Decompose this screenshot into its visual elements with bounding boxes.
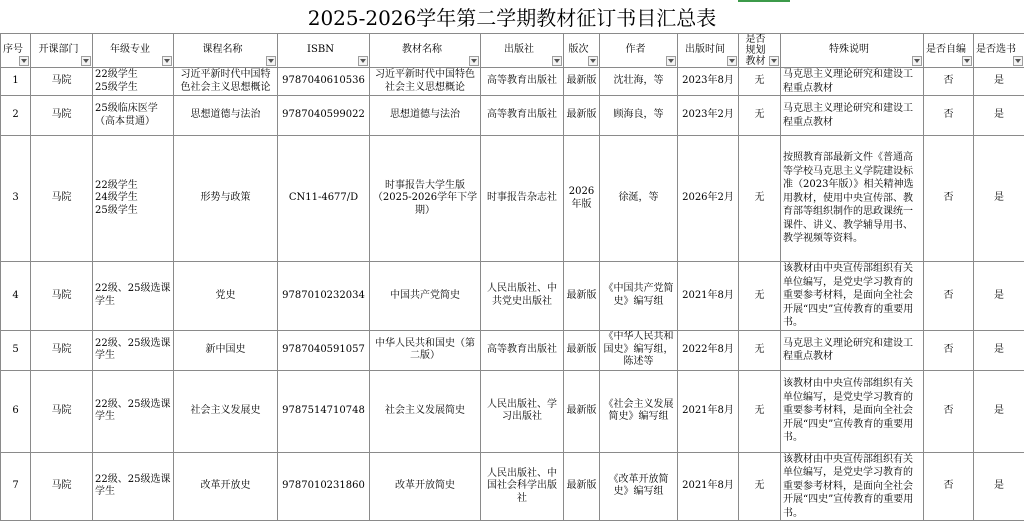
col-header-date[interactable] [678,34,739,68]
cell-no[interactable]: 5 [1,330,31,370]
cell-author[interactable]: 顾海良，等 [600,96,678,136]
cell-author[interactable]: 徐涎，等 [600,136,678,262]
cell-note[interactable]: 马克思主义理论研究和建设工程重点教材 [781,330,924,370]
cell-author[interactable]: 沈壮海，等 [600,68,678,96]
col-header-edition[interactable] [564,34,600,68]
cell-note[interactable]: 该教材由中央宣传部组织有关单位编写，是党史学习教育的重要参考材料，是面向全社会开展“四史”宣传教育的重要用书。 [781,370,924,452]
cell-course[interactable]: 社会主义发展史 [174,370,278,452]
cell-grade[interactable]: 22级、25级选课学生 [93,370,174,452]
filter-dropdown-icon[interactable] [358,56,368,66]
table-row [1,136,1024,262]
cell-publisher[interactable]: 人民出版社、中国社会科学出版社 [481,452,564,521]
filter-dropdown-icon[interactable] [769,56,779,66]
filter-dropdown-icon[interactable] [962,56,972,66]
cell-chosen[interactable]: 是 [974,262,1024,331]
cell-planned[interactable]: 无 [739,262,781,331]
header-label: 年级专业 [110,44,156,57]
table-body [1,68,1024,521]
header-label: 课程名称 [203,44,249,57]
col-header-dept[interactable] [31,34,93,68]
cell-note[interactable]: 该教材由中央宣传部组织有关单位编写，是党史学习教育的重要参考材料，是面向全社会开展“四史”宣传教育的重要用书。 [781,262,924,331]
cell-grade[interactable]: 22级、25级选课学生 [93,262,174,331]
cell-isbn[interactable]: 9787010231860 [278,452,370,521]
cell-planned[interactable]: 无 [739,96,781,136]
cell-note[interactable]: 马克思主义理论研究和建设工程重点教材 [781,68,924,96]
filter-dropdown-icon[interactable] [19,56,29,66]
cell-grade[interactable]: 22级、25级选课学生 [93,330,174,370]
cell-dept[interactable]: 马院 [31,262,93,331]
header-label: ISBN [307,44,340,57]
cell-date[interactable]: 2026年2月 [678,136,739,262]
cell-grade[interactable]: 22级学生 25级学生 [93,68,174,96]
cell-chosen[interactable]: 是 [974,68,1024,96]
header-label: 特殊说明 [829,44,875,57]
cell-publisher[interactable]: 人民出版社、学习出版社 [481,370,564,452]
cell-edition[interactable]: 最新版 [564,370,600,452]
cell-author[interactable]: 《中国共产党简史》编写组 [600,262,678,331]
col-header-grade[interactable] [93,34,174,68]
header-label: 是否规划教材 [741,34,778,67]
cell-self[interactable]: 否 [924,68,974,96]
cell-book[interactable]: 改革开放简史 [370,452,481,521]
header-label: 出版社 [504,44,540,57]
filter-dropdown-icon[interactable] [1013,56,1023,66]
filter-dropdown-icon[interactable] [727,56,737,66]
cell-chosen[interactable]: 是 [974,452,1024,521]
cell-author[interactable]: 《社会主义发展简史》编写组 [600,370,678,452]
col-header-author[interactable] [600,34,678,68]
col-header-publisher[interactable] [481,34,564,68]
cell-course[interactable]: 思想道德与法治 [174,96,278,136]
filter-dropdown-icon[interactable] [81,56,91,66]
cell-no[interactable]: 7 [1,452,31,521]
cell-edition[interactable]: 最新版 [564,262,600,331]
cell-planned[interactable]: 无 [739,68,781,96]
filter-dropdown-icon[interactable] [588,56,598,66]
cell-publisher[interactable]: 人民出版社、中共党史出版社 [481,262,564,331]
cell-grade[interactable]: 22级、25级选课学生 [93,452,174,521]
header-row [1,34,1024,68]
header-label: 开课部门 [39,44,85,57]
cell-book[interactable]: 时事报告大学生版（2025-2026学年下学期） [370,136,481,262]
cell-book[interactable]: 习近平新时代中国特色社会主义思想概论 [370,68,481,96]
filter-dropdown-icon[interactable] [266,56,276,66]
cell-dept[interactable]: 马院 [31,452,93,521]
cell-course[interactable]: 形势与政策 [174,136,278,262]
cell-isbn[interactable]: 9787040591057 [278,330,370,370]
cell-note[interactable]: 马克思主义理论研究和建设工程重点教材 [781,96,924,136]
cell-planned[interactable]: 无 [739,370,781,452]
cell-book[interactable]: 中华人民共和国史（第二版） [370,330,481,370]
sheet-title: 2025-2026学年第二学期教材征订书目汇总表 [308,2,717,31]
cell-edition[interactable]: 最新版 [564,96,600,136]
header-label: 是否自编 [926,44,972,57]
cell-edition[interactable]: 2026年版 [564,136,600,262]
header-label: 版次 [569,44,595,57]
col-header-planned[interactable] [739,34,781,68]
cell-self[interactable]: 否 [924,136,974,262]
table-row [1,330,1024,370]
cell-chosen[interactable]: 是 [974,330,1024,370]
cell-self[interactable]: 否 [924,370,974,452]
col-header-note[interactable] [781,34,924,68]
col-header-self[interactable] [924,34,974,68]
table-row [1,370,1024,452]
cell-planned[interactable]: 无 [739,330,781,370]
cell-edition[interactable]: 最新版 [564,330,600,370]
cell-course[interactable]: 新中国史 [174,330,278,370]
table-row [1,262,1024,331]
cell-edition[interactable]: 最新版 [564,68,600,96]
cell-self[interactable]: 否 [924,262,974,331]
cell-isbn[interactable]: 9787040599022 [278,96,370,136]
header-label: 序号 [3,44,29,57]
filter-dropdown-icon[interactable] [912,56,922,66]
cell-no[interactable]: 1 [1,68,31,96]
col-header-isbn[interactable] [278,34,370,68]
cell-no[interactable]: 3 [1,136,31,262]
cell-date[interactable]: 2021年8月 [678,370,739,452]
cell-chosen[interactable]: 是 [974,370,1024,452]
table-row [1,452,1024,521]
cell-date[interactable]: 2023年2月 [678,96,739,136]
cell-publisher[interactable]: 高等教育出版社 [481,330,564,370]
cell-planned[interactable]: 无 [739,452,781,521]
textbook-table [0,33,1024,521]
cell-self[interactable]: 否 [924,96,974,136]
cell-book[interactable]: 中国共产党简史 [370,262,481,331]
filter-dropdown-icon[interactable] [469,56,479,66]
cell-grade[interactable]: 22级学生 24级学生 25级学生 [93,136,174,262]
cell-chosen[interactable]: 是 [974,136,1024,262]
cell-note[interactable]: 该教材由中央宣传部组织有关单位编写，是党史学习教育的重要参考材料，是面向全社会开展“四史”宣传教育的重要用书。 [781,452,924,521]
cell-dept[interactable]: 马院 [31,136,93,262]
cell-book[interactable]: 思想道德与法治 [370,96,481,136]
cell-no[interactable]: 4 [1,262,31,331]
cell-self[interactable]: 否 [924,452,974,521]
cell-planned[interactable]: 无 [739,136,781,262]
col-header-no[interactable] [1,34,31,68]
cell-dept[interactable]: 马院 [31,370,93,452]
header-label: 作者 [626,44,652,57]
cell-book[interactable]: 社会主义发展简史 [370,370,481,452]
cell-self[interactable]: 否 [924,330,974,370]
cell-publisher[interactable]: 高等教育出版社 [481,68,564,96]
cell-no[interactable]: 2 [1,96,31,136]
cell-chosen[interactable]: 是 [974,96,1024,136]
header-label: 是否选书 [976,44,1022,57]
cell-author[interactable]: 《中华人民共和国史》编写组，陈述等 [600,330,678,370]
filter-dropdown-icon[interactable] [162,56,172,66]
cell-note[interactable]: 按照教育部最新文件《普通高等学校马克思主义学院建设标准（2023年版）》相关精神选用教材，使用中央宣传部、教育部等组织制作的思政课统一课件、讲义、教学辅导用书、教学视频等资料。 [781,136,924,262]
cell-isbn[interactable]: CN11-4677/D [278,136,370,262]
header-label: 教材名称 [402,44,448,57]
cell-course[interactable]: 改革开放史 [174,452,278,521]
filter-dropdown-icon[interactable] [666,56,676,66]
cell-publisher[interactable]: 高等教育出版社 [481,96,564,136]
cell-edition[interactable]: 最新版 [564,452,600,521]
cell-dept[interactable]: 马院 [31,96,93,136]
table-row [1,96,1024,136]
cell-dept[interactable]: 马院 [31,330,93,370]
col-header-course[interactable] [174,34,278,68]
cell-isbn[interactable]: 9787010232034 [278,262,370,331]
cell-author[interactable]: 《改革开放简史》编写组 [600,452,678,521]
filter-dropdown-icon[interactable] [552,56,562,66]
header-label: 出版时间 [685,44,731,57]
cell-isbn[interactable]: 9787514710748 [278,370,370,452]
title-row[interactable] [0,0,1024,34]
cell-dept[interactable]: 马院 [31,68,93,96]
cell-date[interactable]: 2021年8月 [678,262,739,331]
cell-isbn[interactable]: 9787040610536 [278,68,370,96]
cell-course[interactable]: 党史 [174,262,278,331]
cell-date[interactable]: 2021年8月 [678,452,739,521]
cell-grade[interactable]: 25级临床医学 （高本贯通） [93,96,174,136]
col-header-book[interactable] [370,34,481,68]
table-row [1,68,1024,96]
cell-no[interactable]: 6 [1,370,31,452]
cell-date[interactable]: 2022年8月 [678,330,739,370]
col-header-chosen[interactable] [974,34,1024,68]
cell-publisher[interactable]: 时事报告杂志社 [481,136,564,262]
cell-course[interactable]: 习近平新时代中国特色社会主义思想概论 [174,68,278,96]
cell-date[interactable]: 2023年8月 [678,68,739,96]
